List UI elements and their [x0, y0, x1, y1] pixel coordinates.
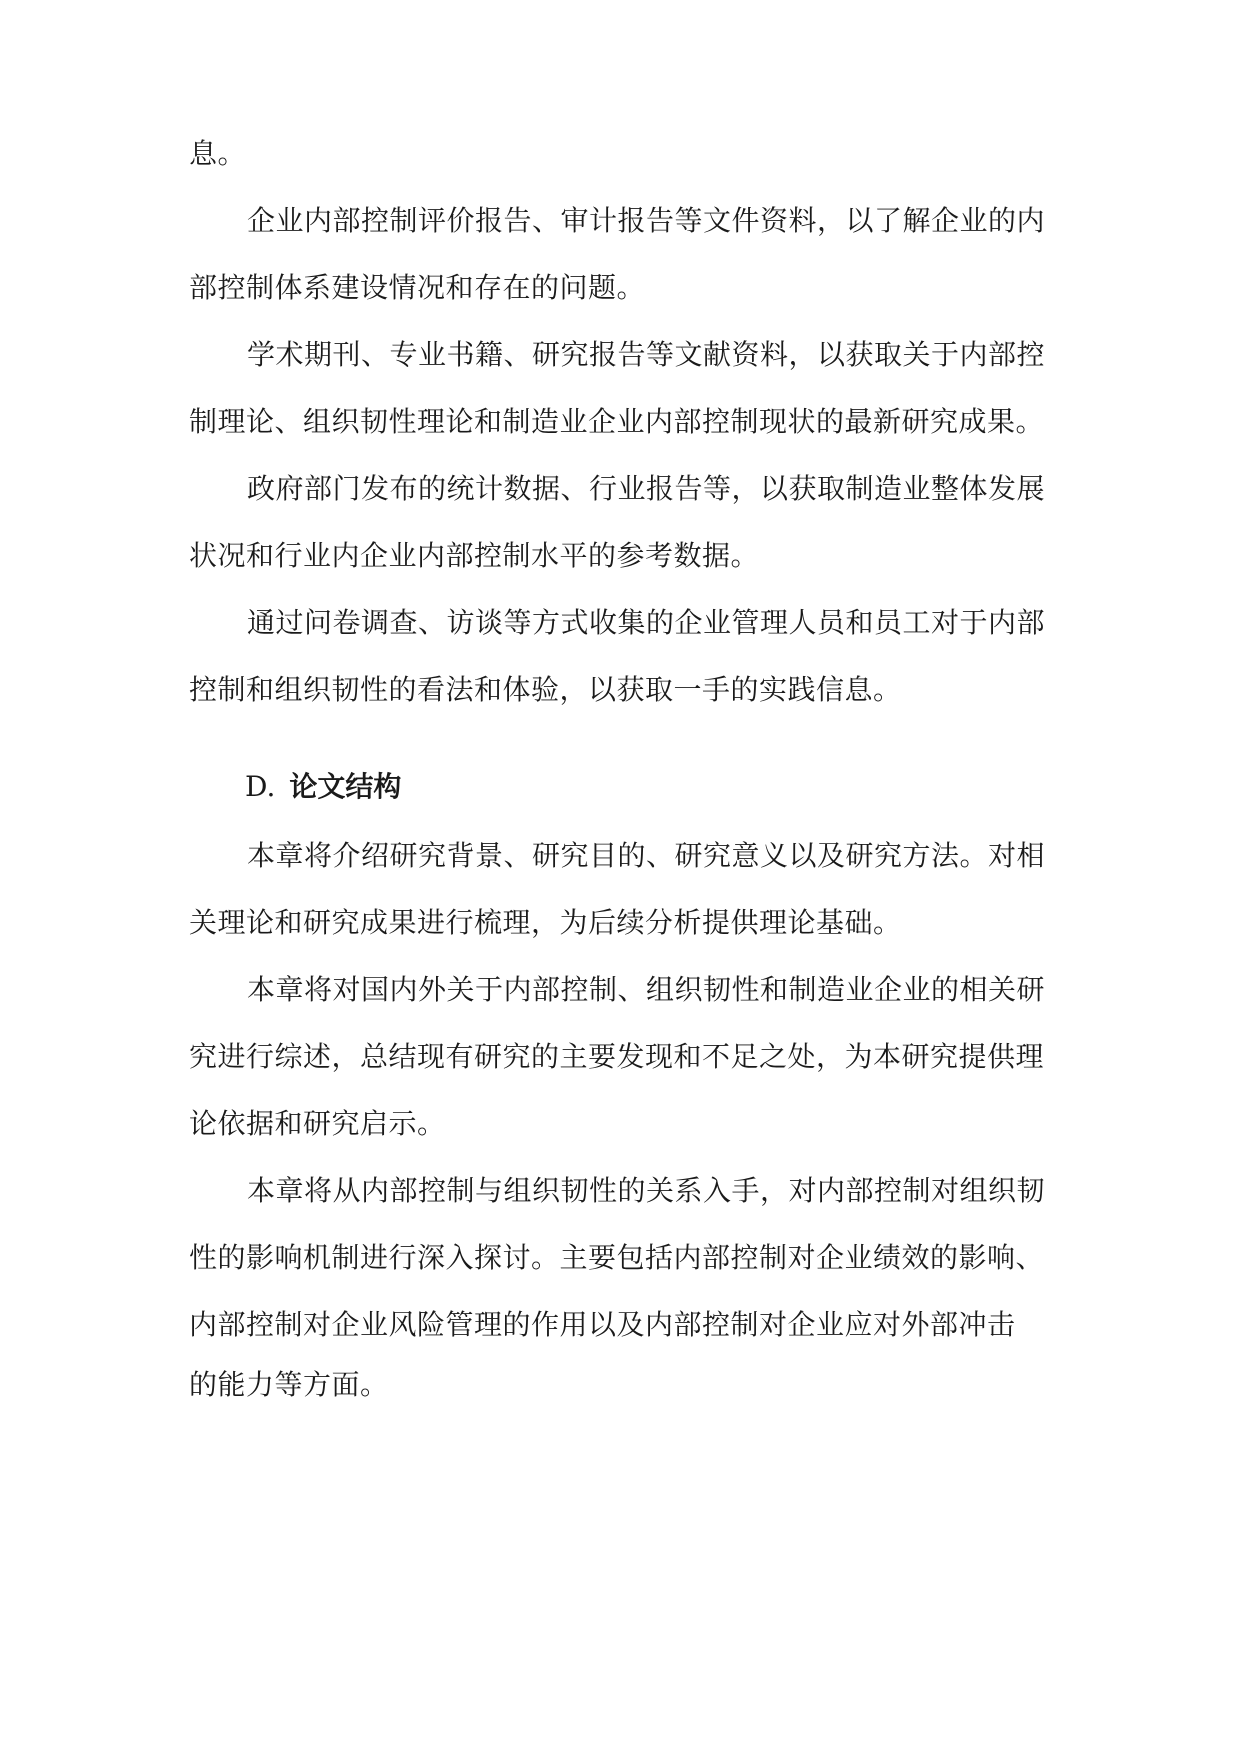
paragraph-line: 政府部门发布的统计数据、行业报告等，以获取制造业整体发展 — [247, 472, 1046, 505]
paragraph-line: 学术期刊、专业书籍、研究报告等文献资料，以获取关于内部控 — [247, 338, 1046, 371]
paragraph-line: 企业内部控制评价报告、审计报告等文件资料，以了解企业的内 — [247, 204, 1046, 237]
paragraph-line: 本章将从内部控制与组织韧性的关系入手，对内部控制对组织韧 — [247, 1174, 1046, 1207]
paragraph-line: 状况和行业内企业内部控制水平的参考数据。 — [189, 539, 760, 572]
paragraph-line: 控制和组织韧性的看法和体验，以获取一手的实践信息。 — [189, 673, 902, 706]
paragraph-line: 通过问卷调查、访谈等方式收集的企业管理人员和员工对于内部 — [247, 606, 1046, 639]
paragraph-line: 论依据和研究启示。 — [189, 1107, 446, 1140]
paragraph-line: 本章将介绍研究背景、研究目的、研究意义以及研究方法。对相 — [247, 839, 1046, 872]
paragraph-line: 本章将对国内外关于内部控制、组织韧性和制造业企业的相关研 — [247, 973, 1046, 1006]
paragraph-line: 究进行综述，总结现有研究的主要发现和不足之处，为本研究提供理 — [189, 1040, 1045, 1073]
section-heading — [245, 767, 401, 807]
section-title: 论文结构 — [289, 770, 402, 803]
paragraph-line: 内部控制对企业风险管理的作用以及内部控制对企业应对外部冲击 — [189, 1308, 1016, 1341]
paragraph-line: 关理论和研究成果进行梳理，为后续分析提供理论基础。 — [189, 906, 902, 939]
paragraph-line: 制理论、组织韧性理论和制造业企业内部控制现状的最新研究成果。 — [189, 405, 1045, 438]
paragraph-line: 息。 — [189, 137, 247, 170]
paragraph-line: 性的影响机制进行深入探讨。主要包括内部控制对企业绩效的影响、 — [189, 1241, 1045, 1274]
paragraph-line: 部控制体系建设情况和存在的问题。 — [189, 271, 646, 304]
paragraph-line: 的能力等方面。 — [189, 1368, 389, 1401]
section-label: D. — [245, 770, 276, 803]
